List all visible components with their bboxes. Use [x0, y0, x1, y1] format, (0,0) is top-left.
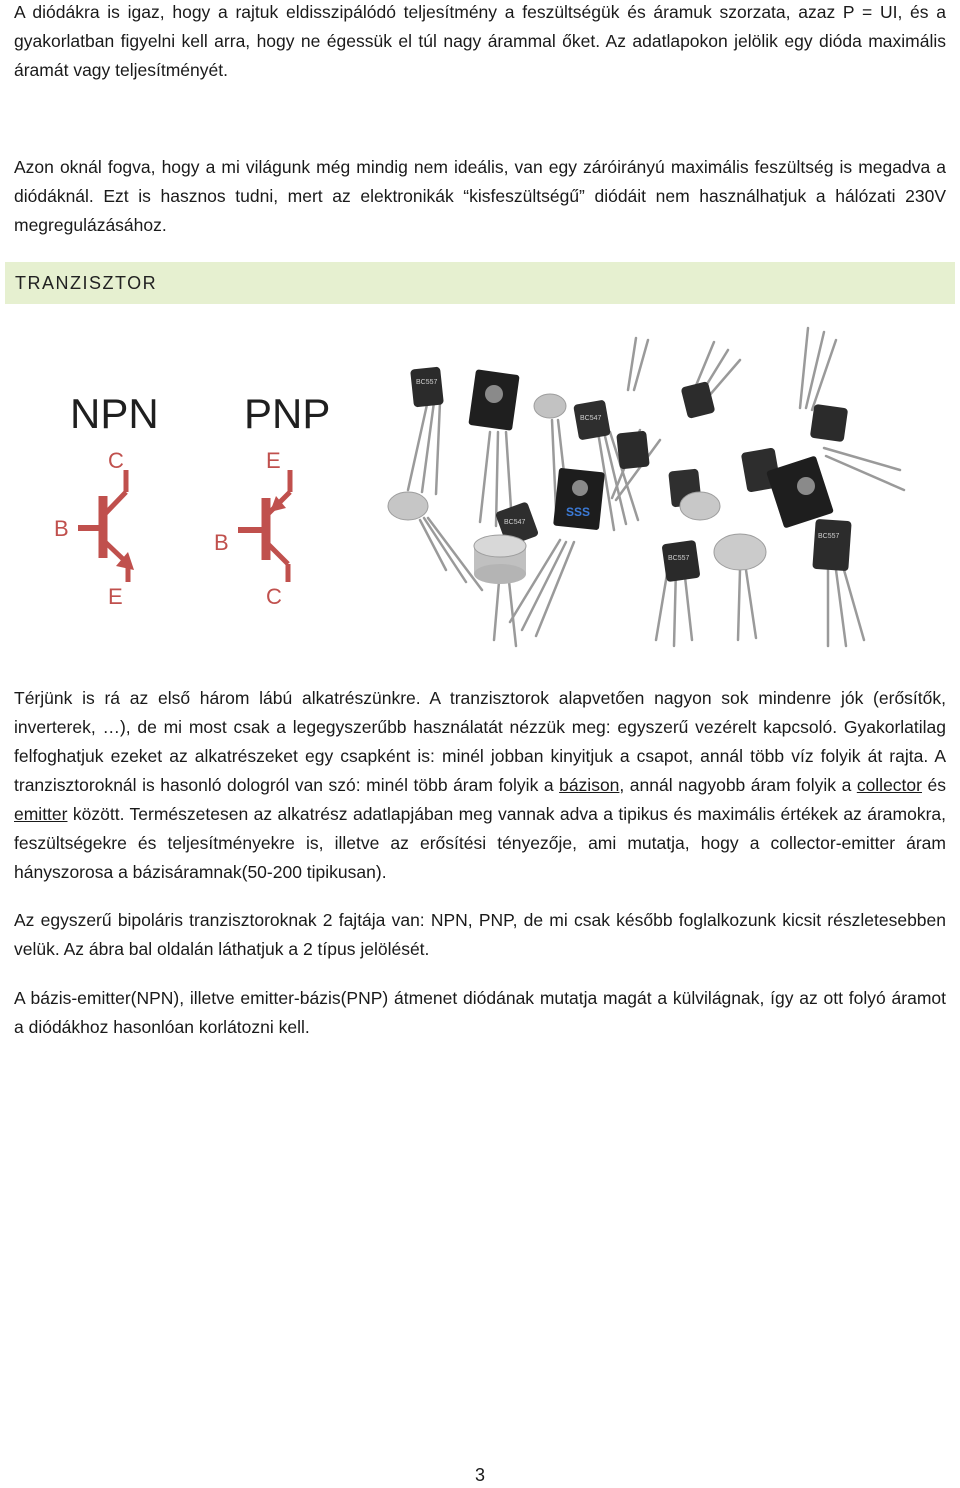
transistor-figure-svg [0, 320, 960, 660]
npn-label-base: B [54, 516, 69, 541]
pnp-symbol [214, 390, 330, 609]
link-emitter[interactable]: emitter [14, 804, 68, 824]
marking-4: BC557 [818, 533, 840, 540]
npn-symbol [54, 390, 159, 609]
marking-5: BC547 [504, 519, 526, 526]
link-collector[interactable]: collector [856, 775, 922, 795]
marking-1: BC557 [416, 379, 438, 386]
marking-3: BC557 [668, 555, 690, 562]
pnp-title: PNP [244, 390, 331, 437]
paragraph-diode-reverse-voltage: Azon oknál fogva, hogy a mi világunk még mindig nem ideális, van egy záróirányú maximális feszültség is megadva a diódáknál. Ezt is hasznos tudni, mert az elektronikák “kisfeszültségű” diódáit nem használhatjuk a hálózati 230V megregulázásához. [14, 157, 946, 235]
transistor-photo [388, 328, 904, 646]
npn-label-emitter: E [108, 584, 123, 609]
page-number: 3 [474, 1465, 485, 1485]
to126-marking: SSS [566, 505, 591, 519]
paragraph-transistor-intro: Térjünk is rá az első három lábú alkatrészünkre. A tranzisztorok alapvetően nagyon sok mindenre jók (erősítők, inverterek, …), de mi most csak a legegyszerűbb használatát nézzük meg: egyszerű vezérelt kapcsoló. Gyakorlatilag felfoghatjuk ezeket az alkatrészeket egy csapként is: minél jobban kinyitjuk a csapot, annál több víz folyik át rajta. A tranzisztoroknál is hasonló dologról van szó: minél több áram folyik a bázison, annál nagyobb áram folyik a collector és emitter között. Természetesen az alkatrész adatlapjában meg vannak adva a tipikus és maximális értékek az áramokra, feszültségekre és teljesítményekre is, illetve az erősítési tényezője, ami mutatja, hogy a collector-emitter áram hányszorosa a bázisáramnak(50-200 tipikusan). [14, 688, 946, 882]
npn-label-collector: C [108, 448, 124, 473]
pnp-label-base: B [214, 530, 229, 555]
paragraph-diode-power: A diódákra is igaz, hogy a rajtuk eldisszipálódó teljesítmény a feszültségük és áramuk szorzata, azaz P = UI, és a gyakorlatban figyelni kell arra, hogy ne égessük el túl nagy árammal őket. Az adatlapokon jelölik egy dióda maximális áramát vagy teljesítményét. [14, 2, 946, 80]
npn-title: NPN [70, 390, 159, 437]
paragraph-base-emitter-junction: A bázis-emitter(NPN), illetve emitter-bázis(PNP) átmenet diódának mutatja magát a külvilágnak, így az ott folyó áramot a diódákhoz hasonlóan korlátozni kell. [14, 988, 946, 1037]
pnp-label-emitter: E [266, 448, 281, 473]
marking-2: BC547 [580, 415, 602, 422]
pnp-label-collector: C [266, 584, 282, 609]
transistor-figure [0, 320, 960, 660]
link-base[interactable]: bázison [559, 775, 620, 795]
paragraph-bipolar-types: Az egyszerű bipoláris tranzisztoroknak 2 fajtája van: NPN, PNP, de mi csak később foglalkozunk kicsit részletesebben velük. Az ábra bal oldalán láthatjuk a 2 típus jelölését. [14, 910, 946, 959]
section-heading-tranzisztor: TRANZISZTOR [5, 262, 955, 304]
